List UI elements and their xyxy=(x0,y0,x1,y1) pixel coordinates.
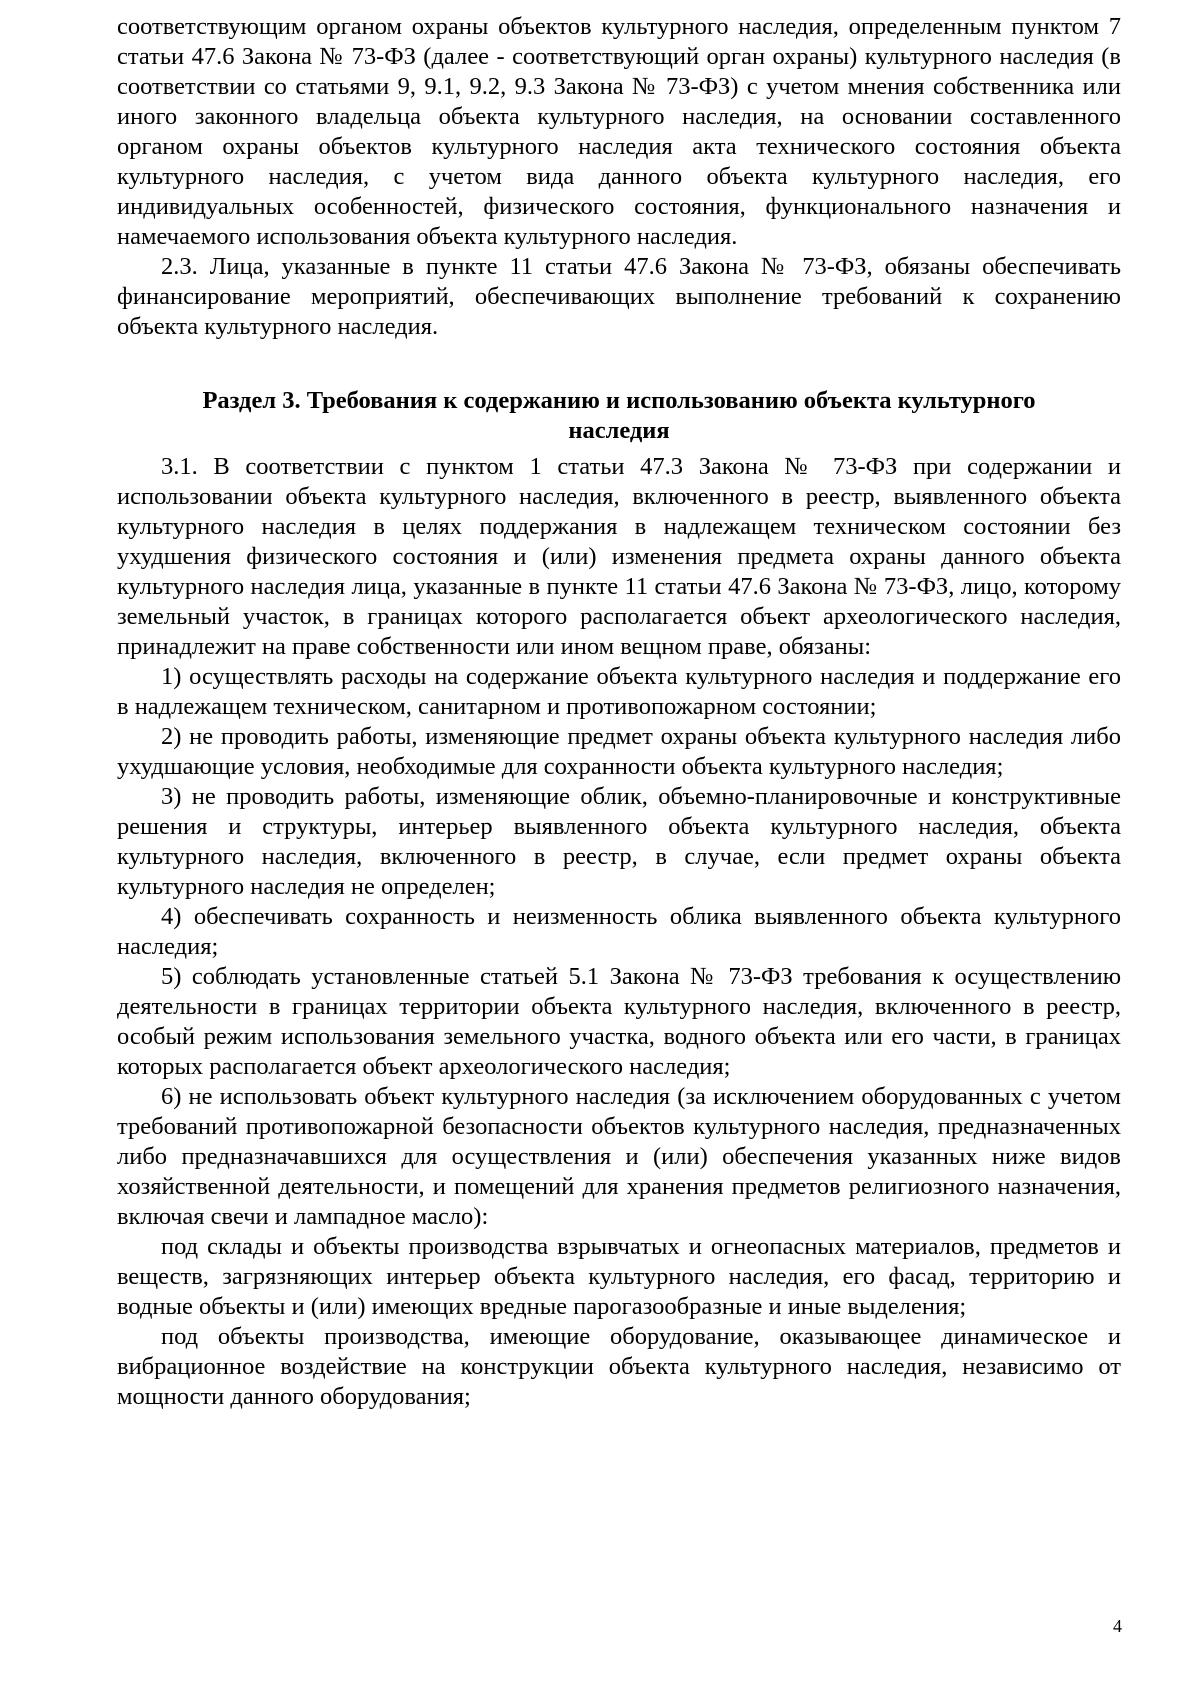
list-item-1: 1) осуществлять расходы на содержание объекта культурного наследия и поддержание его в надлежащем техническом, санитарном и противопожарном состоянии; xyxy=(117,663,1121,720)
list-item-3: 3) не проводить работы, изменяющие облик, объемно-планировочные и конструктивные решения и структуры, интерьер выявленного объекта культурного наследия, объекта культурного наследия, включенного в реестр, в случае, если предмет охраны объекта культурного наследия не определен; xyxy=(117,783,1121,900)
paragraph-3-1: 3.1. В соответствии с пунктом 1 статьи 47.3 Закона № 73-ФЗ при содержании и использовании объекта культурного наследия, включенного в реестр, выявленного объекта культурного наследия в целях поддержания в надлежащем техническом состоянии без ухудшения физического состояния и (или) изменения предмета охраны данного объекта культурного наследия лица, указанные в пункте 11 статьи 47.6 Закона № 73-ФЗ, лицо, которому земельный участок, в границах которого располагается объект археологического наследия, принадлежит на праве собственности или ином вещном праве, обязаны: xyxy=(117,453,1121,660)
list-item-5: 5) соблюдать установленные статьей 5.1 Закона № 73-ФЗ требования к осуществлению деятельности в границах территории объекта культурного наследия, включенного в реестр, особый режим использования земельного участка, водного объекта или его части, в границах которых располагается объект археологического наследия; xyxy=(117,963,1121,1080)
sub-item-production: под объекты производства, имеющие оборудование, оказывающее динамическое и вибрационное воздействие на конструкции объекта культурного наследия, независимо от мощности данного оборудования; xyxy=(117,1323,1121,1410)
list-item-2: 2) не проводить работы, изменяющие предмет охраны объекта культурного наследия либо ухудшающие условия, необходимые для сохранности объекта культурного наследия; xyxy=(117,723,1121,780)
paragraphs-bottom xyxy=(117,452,1121,1412)
paragraph-continuation: соответствующим органом охраны объектов культурного наследия, определенным пунктом 7 статьи 47.6 Закона № 73-ФЗ (далее - соответствующий орган охраны) культурного наследия (в соответствии со статьями 9, 9.1, 9.2, 9.3 Закона № 73-ФЗ) с учетом мнения собственника или иного законного владельца объекта культурного наследия, на основании составленного органом охраны объектов культурного наследия акта технического состояния объекта культурного наследия, с учетом вида данного объекта культурного наследия, его индивидуальных особенностей, физического состояния, функционального назначения и намечаемого использования объекта культурного наследия. xyxy=(117,13,1121,250)
page-number: 4 xyxy=(1113,1616,1122,1636)
section-3-heading xyxy=(117,386,1121,446)
list-item-4: 4) обеспечивать сохранность и неизменность облика выявленного объекта культурного наследия; xyxy=(117,903,1121,960)
section-heading-line-1: Раздел 3. Требования к содержанию и использованию объекта культурного xyxy=(202,387,1036,414)
sub-item-warehouses: под склады и объекты производства взрывчатых и огнеопасных материалов, предметов и веществ, загрязняющих интерьер объекта культурного наследия, его фасад, территорию и водные объекты и (или) имеющих вредные парогазообразные и иные выделения; xyxy=(117,1233,1121,1320)
section-heading-line-2: наследия xyxy=(568,417,670,444)
list-item-6: 6) не использовать объект культурного наследия (за исключением оборудованных с учетом требований противопожарной безопасности объектов культурного наследия, предназначенных либо предназначавшихся для осуществления и (или) обеспечения указанных ниже видов хозяйственной деятельности, и помещений для хранения предметов религиозного назначения, включая свечи и лампадное масло): xyxy=(117,1083,1121,1230)
document-page xyxy=(117,12,1121,1412)
paragraph-2-3: 2.3. Лица, указанные в пункте 11 статьи 47.6 Закона № 73-ФЗ, обязаны обеспечивать финансирование мероприятий, обеспечивающих выполнение требований к сохранению объекта культурного наследия. xyxy=(117,253,1121,340)
paragraphs-top xyxy=(117,12,1121,342)
